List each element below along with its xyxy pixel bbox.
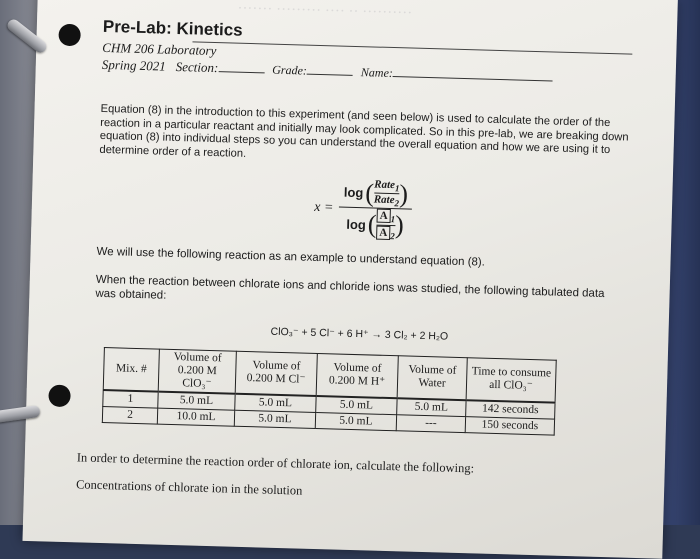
rate-1: Rate <box>374 178 396 192</box>
binder-hole <box>48 385 71 408</box>
name-label: Name: <box>360 65 394 81</box>
table-cell: 150 seconds <box>465 416 554 434</box>
table-cell: 2 <box>102 406 157 424</box>
course-name: CHM 206 Laboratory <box>102 39 217 59</box>
equation-8 <box>97 171 629 248</box>
question-item-1: Concentrations of chlorate ion in the solution <box>75 477 303 498</box>
log-label: log <box>346 216 367 232</box>
rate-ratio: $\frac{Rate_1}{Rate_2}$ <box>373 178 400 209</box>
grade-field[interactable] <box>307 62 353 76</box>
worksheet-page <box>22 0 677 559</box>
table-cell: 5.0 mL <box>316 396 397 415</box>
closing-sentence: In order to determine the reaction order of chlorate ion, calculate the following: <box>76 450 475 476</box>
equation-lhs: x = <box>314 199 334 216</box>
grade-label: Grade: <box>272 62 308 78</box>
worksheet-content <box>75 16 633 507</box>
intro-paragraph: Equation (8) in the introduction to this experiment (and seen below) is used to calculate the order of the reaction in a particular reactant and initially may look complicated. So in this pre-lab, we are breaking down equation (8) into individual steps so you can understand the overall equation and how we are using it to determine order of a reaction. <box>99 102 629 160</box>
table-cell: 5.0 mL <box>397 398 466 416</box>
binder-hole <box>58 24 81 47</box>
page-title: Pre-Lab: Kinetics <box>102 16 243 40</box>
section-label: Section: <box>175 58 219 76</box>
study-sentence: When the reaction between chlorate ions and chloride ions was studied, the following tabulated data was obtained: <box>95 273 605 302</box>
reaction-equation: ClO₃⁻ + 5 Cl⁻ + 6 H⁺ → 3 Cl₂ + 2 H₂O <box>270 325 449 343</box>
term: Spring 2021 <box>101 56 166 74</box>
table-header: Volume of 0.200 M Cl⁻ <box>235 351 317 396</box>
rate-2: Rate <box>373 193 395 207</box>
data-table <box>102 347 557 436</box>
table-cell: 5.0 mL <box>235 393 316 412</box>
table-header: Time to consume all ClO₃⁻ <box>466 357 556 402</box>
table-cell: 10.0 mL <box>157 408 234 426</box>
section-field[interactable] <box>218 59 264 73</box>
show-through-text: ······· ········· ···· ·· ·········· <box>237 0 413 22</box>
denominator: log ( $\frac{A _1}{A _2}$ ) <box>346 209 405 241</box>
main-fraction <box>339 178 413 242</box>
table-header: Volume of Water <box>397 356 467 400</box>
table-cell: 5.0 mL <box>234 410 315 428</box>
log-label: log <box>343 184 364 201</box>
table-header: Volume of 0.200 M ClO₃⁻ <box>158 349 236 394</box>
numerator: log ( $\frac{Rate_1}{Rate_2}$ ) <box>343 177 409 209</box>
table-cell: 142 seconds <box>466 400 555 419</box>
table-cell: 5.0 mL <box>158 391 235 410</box>
concentration-ratio: $\frac{A _1}{A _2}$ <box>376 209 395 241</box>
table-header: Mix. # <box>103 347 159 391</box>
table-cell: --- <box>396 414 465 432</box>
table-cell: 1 <box>103 390 158 408</box>
table-header: Volume of 0.200 M H⁺ <box>316 353 398 398</box>
table-cell: 5.0 mL <box>315 412 396 430</box>
example-sentence: We will use the following reaction as an example to understand equation (8). <box>96 245 486 269</box>
